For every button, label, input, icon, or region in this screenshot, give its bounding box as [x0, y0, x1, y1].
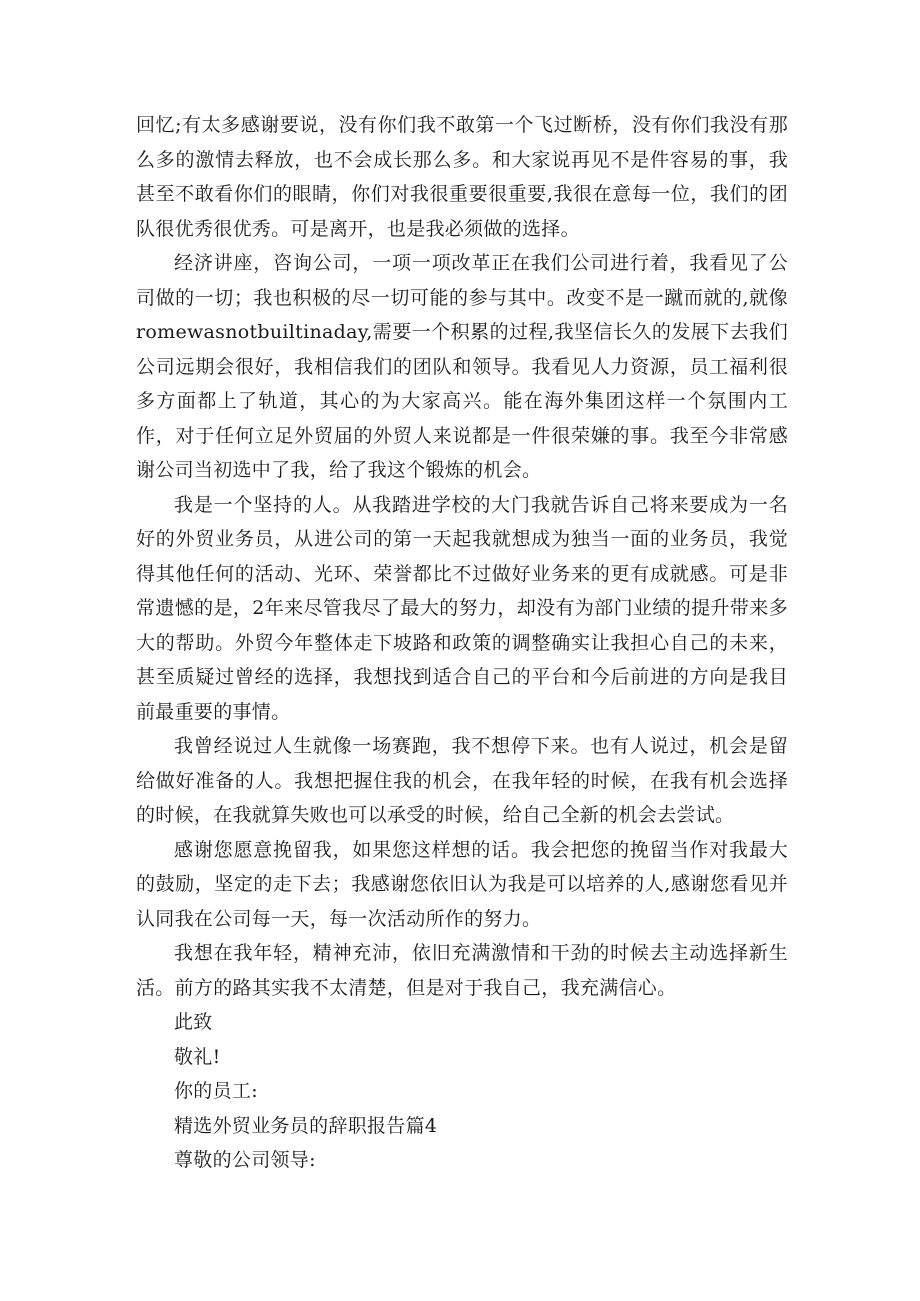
paragraph-life-race: 我曾经说过人生就像一场赛跑，我不想停下来。也有人说过，机会是留给做好准备的人。我想把握住我的机会，在我年轻的时候，在我有机会选择的时候，在我就算失败也可以承受的时候，给自己全新的机会去尝试。: [136, 735, 788, 826]
signature-line: 你的员工:: [174, 1080, 258, 1102]
paragraph-thanks-retention: 感谢您愿意挽留我，如果您这样想的话。我会把您的挽留当作对我最大的鼓励，坚定的走下去；我感谢您依旧认为我是可以培养的人,感谢您看见并认同我在公司每一天，每一次活动所作的努力。: [136, 838, 788, 930]
paragraph-company-reform: 经济讲座，咨询公司，一项一项改革正在我们公司进行着，我看见了公司做的一切；我也积极的尽一切可能的参与其中。改变不是一蹴而就的,就像romewasnotbuiltinaday,需要一个积累的过程,我坚信长久的发展下去我们公司远期会很好，我相信我们的团队和领导。我看见人力资源，员工福利很多方面都上了轨道，其心的为大家高兴。能在海外集团这样一个氛围内工作，对于任何立足外贸届的外贸人来说都是一件很荣嫌的事。我至今非常感谢公司当初选中了我，给了我这个锻炼的机会。: [136, 252, 788, 481]
section-heading: 精选外贸业务员的辞职报告篇4: [174, 1114, 438, 1137]
document-body: [136, 108, 788, 1178]
letter-greeting: 尊敬的公司领导:: [174, 1149, 316, 1171]
closing-salutation: 此致: [174, 1011, 213, 1033]
paragraph-persistence: 我是一个坚持的人。从我踏进学校的大门我就告诉自己将来要成为一名好的外贸业务员，从进公司的第一天起我就想成为独当一面的业务员，我觉得其他任何的活动、光环、荣誉都比不过做好业务来的更有成就感。可是非常遗憾的是，2年来尽管我尽了最大的努力，却没有为部门业绩的提升带来多大的帮助。外贸今年整体走下坡路和政策的调整确实让我担心自己的未来，甚至质疑过曾经的选择，我想找到适合自己的平台和今后前进的方向是我目前最重要的事情。: [136, 493, 788, 723]
paragraph-new-life: 我想在我年轻，精神充沛，依旧充满激情和干劲的时候去主动选择新生活。前方的路其实我不太清楚，但是对于我自己，我充满信心。: [136, 942, 788, 999]
closing-regards: 敬礼!: [174, 1045, 221, 1068]
paragraph-continuation: 回忆;有太多感谢要说，没有你们我不敢第一个飞过断桥，没有你们我没有那么多的激情去释放，也不会成长那么多。和大家说再见不是件容易的事，我甚至不敢看你们的眼睛，你们对我很重要很重要,我很在意每一位，我们的团队很优秀很优秀。可是离开，也是我必须做的选择。: [136, 114, 788, 240]
